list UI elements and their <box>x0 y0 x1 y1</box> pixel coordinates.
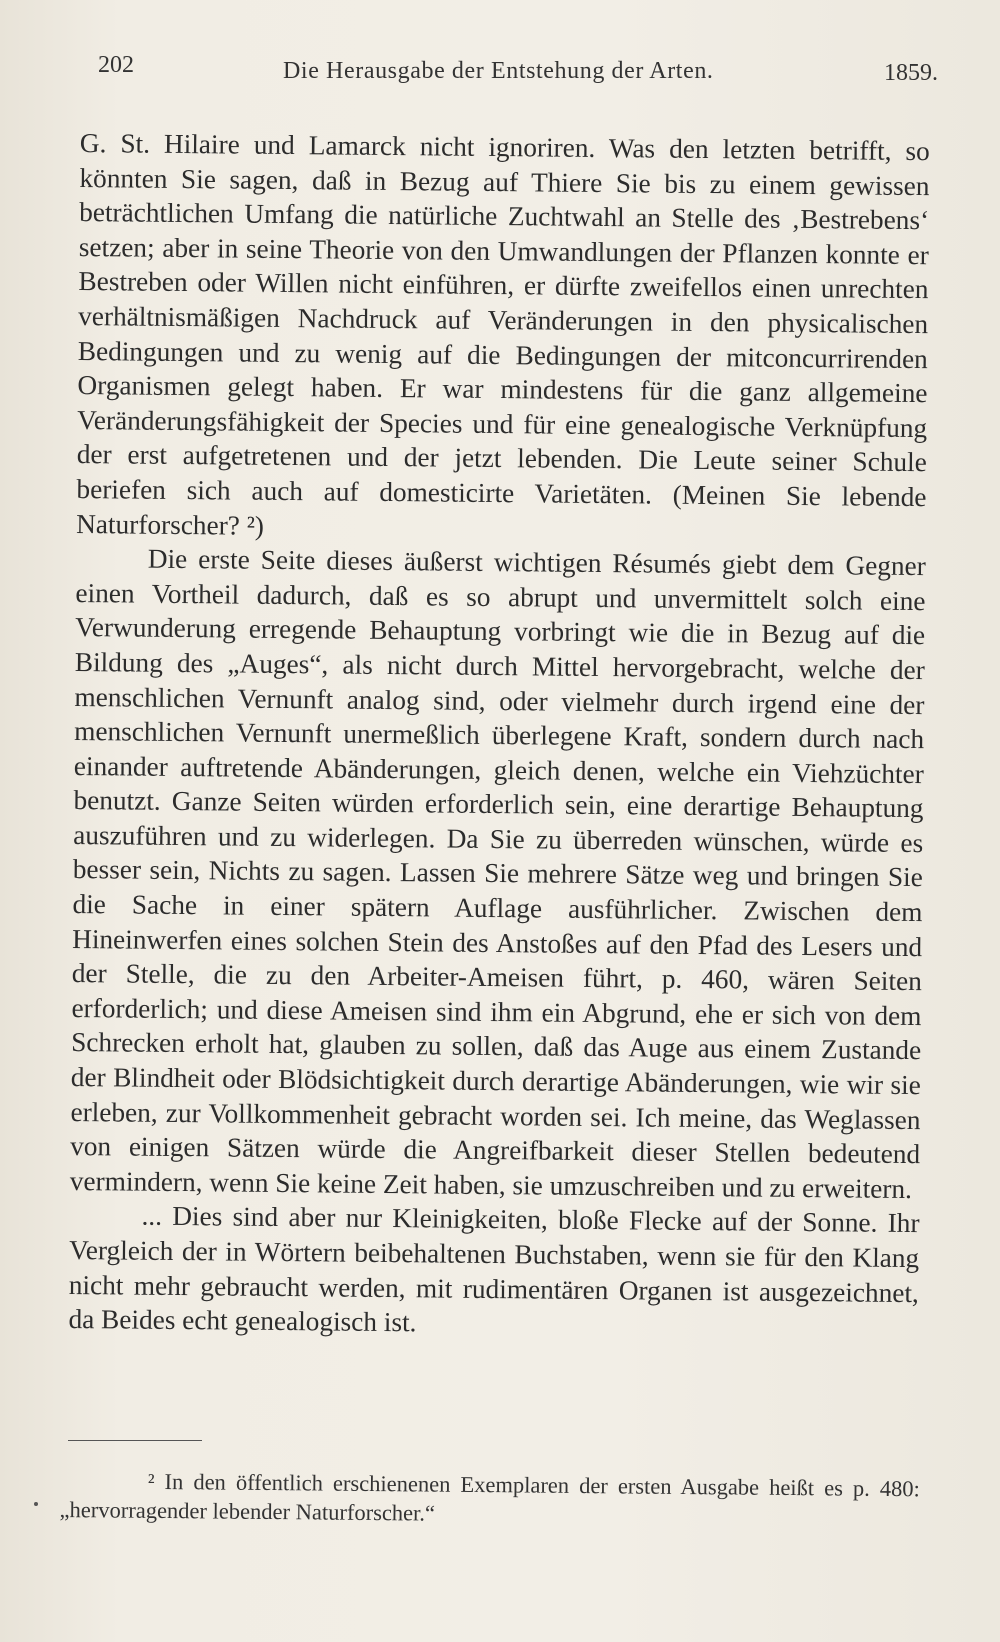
footnote-divider <box>68 1440 202 1441</box>
paragraph: ... Dies sind aber nur Kleinigkeiten, bloße Flecke auf der Sonne. Ihr Vergleich der in Wörtern beibehaltenen Buchstaben, wenn sie für den Klang nicht mehr gebraucht werden, mit rudimentären Organen ist ausgezeichnet, da Beides echt genealogisch ist. <box>68 1201 920 1338</box>
running-title: Die Herausgabe der Entstehung der Arten. <box>283 58 714 84</box>
running-header <box>98 52 938 92</box>
paragraph: G. St. Hilaire und Lamarck nicht ignoriren. Was den letzten betrifft, so könnten Sie sagen, daß in Bezug auf Thiere Sie bis zu einem gewissen beträchtlichen Umfang die natürliche Zuchtwahl an Stelle des ‚Bestrebens‘ setzen; aber in seine Theorie von den Umwandlungen der Pflanzen konnte er Bestreben oder Willen nicht einführen, er dürfte zweifellos einen unrechten verhältnismäßigen Nachdruck auf Veränderungen in den physicalischen Bedingungen und zu wenig auf die Bedingungen der mitconcurrirenden Organismen gelegt haben. Er war mindestens für die ganz allgemeine Veränderungsfähigkeit der Species und für eine genealogische Verknüpfung der erst aufgetretenen und der jetzt lebenden. Die Leute seiner Schule beriefen sich auch auf domesticirte Varietäten. (Meinen Sie lebende Naturforscher? ²) <box>76 127 930 541</box>
footnotes <box>59 1466 920 1532</box>
footnote: ² In den öffentlich erschienenen Exemplaren der ersten Ausgabe heißt es p. 480: „hervorragender lebender Naturforscher.“ <box>59 1468 920 1526</box>
paragraph: Die erste Seite dieses äußerst wichtigen Résumés giebt dem Gegner einen Vortheil dadurch, daß es so abrupt und unvermittelt solch eine Verwunderung erregende Behauptung vorbringt wie die in Bezug auf die Bildung des „Auges“, als nicht durch Mittel hervorgebracht, welche der menschlichen Vernunft analog sind, oder vielmehr durch irgend eine der menschlichen Vernunft unermeßlich überlegene Kraft, sondern durch nach einander auftretende Abänderungen, gleich denen, welche ein Viehzüchter benutzt. Ganze Seiten würden erforderlich sein, eine derartige Behauptung auszuführen und zu widerlegen. Da Sie zu überreden wünschen, würde es besser sein, Nichts zu sagen. Lassen Sie mehrere Sätze weg und bringen Sie die Sache in einer spätern Auflage ausführlicher. Zwischen dem Hineinwerfen eines solchen Stein des Anstoßes auf den Pfad des Lesers und der Stelle, die zu den Arbeiter-Ameisen führt, p. 460, wären Seiten erforderlich; und diese Ameisen sind ihm ein Abgrund, ehe er sich von dem Schrecken erholt hat, glauben zu sollen, daß das Auge aus einem Zustande der Blindheit oder Blödsichtigkeit durch derartige Abänderungen, wie wir sie erleben, zur Vollkommenheit gebracht worden sei. Ich meine, das Weglassen von einigen Sätzen würde die Angreifbarkeit dieser Stellen bedeutend vermindern, wenn Sie keine Zeit haben, sie umzuschreiben und zu erweitern. <box>69 543 926 1204</box>
header-year: 1859. <box>884 60 938 86</box>
margin-mark <box>34 1502 38 1506</box>
main-text <box>68 126 930 1345</box>
page-number: 202 <box>98 52 134 78</box>
